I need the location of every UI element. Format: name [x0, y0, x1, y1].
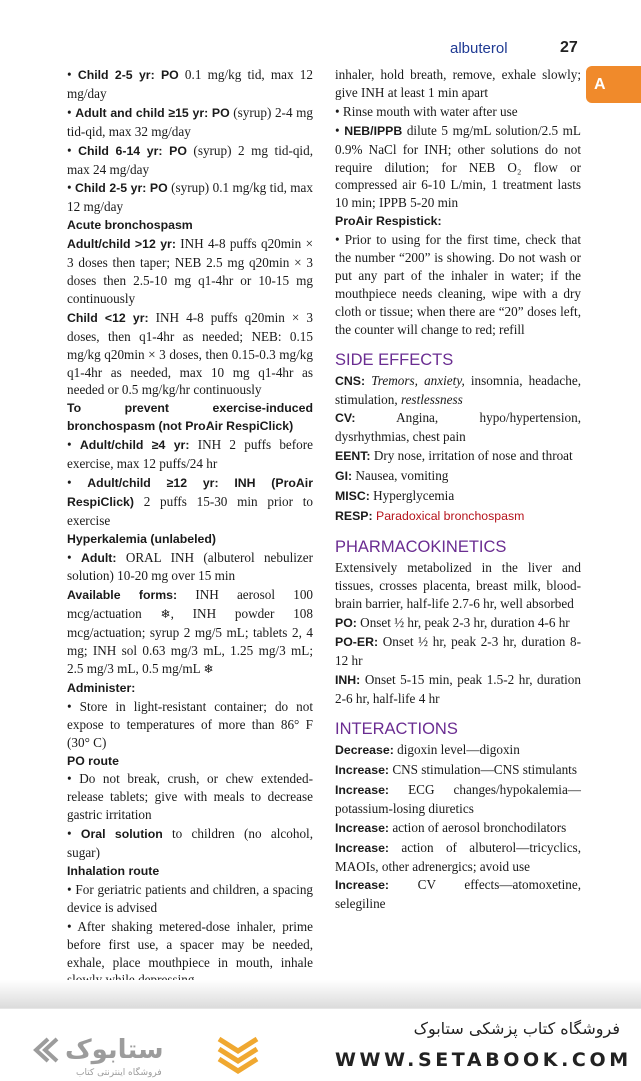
- page-number: 27: [560, 39, 578, 56]
- dose-item: Child <12 yr: INH 4-8 puffs q20min × 3 doses, then q1-4hr as needed; NEB: 0.15 mg/kg q20min × 3 doses, then 0.15-0.3 mg/kg q1-4hr as needed, max 10 mg q1-4hr as needed or 0.5 mg/kg/hr continuously: [67, 309, 313, 398]
- watermark-footer: [0, 1008, 641, 1081]
- section-side-effects: SIDE EFFECTS: [335, 350, 454, 369]
- brand-logotype: ستابوک: [65, 1035, 164, 1065]
- section-pharmacokinetics: PHARMACOKINETICS: [335, 537, 507, 556]
- admin-item: • Prior to using for the first time, check that the number “200” is showing. Do not wash or put any part of the inhaler in water; if the mouthpiece needs cleaning, wipe with a dry cloth or tissue; when there are “20” doses left, the counter will change to red; refill: [335, 232, 581, 337]
- interaction-item: Increase: ECG changes/hypokalemia—potassium-losing diuretics: [335, 781, 581, 816]
- interaction-item: Increase: CNS stimulation—CNS stimulants: [335, 762, 577, 777]
- pk-summary: Extensively metabolized in the liver and tissues, crosses placenta, breast milk, blood-brain barrier, half-life 2.7-6 hr, well absorbed: [335, 559, 581, 611]
- interaction-item: Decrease: digoxin level—digoxin: [335, 742, 520, 758]
- subheading-proair: ProAir Respistick:: [335, 214, 442, 229]
- dose-item: • Adult/child ≥4 yr: INH 2 puffs before exercise, max 12 puffs/24 hr: [67, 437, 314, 472]
- subheading-inhalation: Inhalation route: [67, 863, 160, 878]
- admin-item: • Do not break, crush, or chew extended-release tablets; give with meals to decrease gastric irritation: [67, 771, 313, 823]
- dose-item: • Child 6-14 yr: PO (syrup) 2 mg tid-qid, max 24 mg/day: [67, 142, 313, 177]
- admin-item: • Rinse mouth with water after use: [335, 103, 518, 119]
- subheading-acute: Acute bronchospasm: [67, 218, 193, 233]
- admin-item: • NEB/IPPB dilute 5 mg/mL solution/2.5 mL 0.9% NaCl for INH; other solutions do not require dilution; for NEB O₂ flow or compressed air 6-10 L/min, 1 treatment lasts 10 min; IPPB 5-20 min: [335, 122, 581, 211]
- subheading-po-route: PO route: [67, 753, 119, 768]
- admin-item: • Oral solution to children (no alcohol, sugar): [67, 826, 314, 861]
- brand-tagline: فروشگاه اینترنتی کتاب: [76, 1068, 162, 1078]
- interaction-item: Increase: CV effects—atomoxetine, selegiline: [335, 877, 581, 912]
- pk-po: PO: Onset ½ hr, peak 2-3 hr, duration 4-6 hr: [335, 614, 570, 630]
- dose-item: • Adult: ORAL INH (albuterol nebulizer solution) 10-20 mg over 15 min: [67, 549, 314, 584]
- subheading-administer: Administer:: [67, 680, 136, 695]
- side-effect-resp: RESP: Paradoxical bronchospasm: [335, 508, 525, 523]
- pk-po-er: PO-ER: Onset ½ hr, peak 2-3 hr, duration 8-12 hr: [335, 634, 581, 669]
- book-chevron-icon: [215, 1033, 261, 1077]
- dose-item: • Child 2-5 yr: PO 0.1 mg/kg tid, max 12 mg/day: [67, 67, 313, 101]
- subheading-prevent: To prevent exercise-induced bronchospasm (not ProAir RespiClick): [67, 401, 313, 434]
- admin-item: • Store in light-resistant container; do not expose to temperatures of more than 86° F (30° C): [67, 698, 313, 750]
- right-column: [335, 66, 581, 914]
- interaction-item: Increase: action of albuterol—tricyclics, MAOIs, other adrenergics; avoid use: [335, 839, 581, 874]
- side-effect-eent: EENT: Dry nose, irritation of nose and throat: [335, 448, 573, 464]
- admin-item-cont: inhaler, hold breath, remove, exhale slowly; give INH at least 1 min apart: [335, 67, 581, 100]
- side-effect-misc: MISC: Hyperglycemia: [335, 488, 455, 504]
- store-url[interactable]: WWW.SETABOOK.COM: [335, 1049, 632, 1071]
- dose-item: • Adult and child ≥15 yr: PO (syrup) 2-4 mg tid-qid, max 32 mg/day: [67, 104, 313, 139]
- side-effect-gi: GI: Nausea, vomiting: [335, 468, 449, 484]
- maple-leaf-icon: ❄: [203, 662, 214, 676]
- dose-item: • Child 2-5 yr: PO (syrup) 0.1 mg/kg tid, max 12 mg/day: [67, 180, 313, 215]
- pk-inh: INH: Onset 5-15 min, peak 1.5-2 hr, duration 2-6 hr, half-life 4 hr: [335, 672, 581, 707]
- side-effect-cns: CNS: Tremors, anxiety, insomnia, headache, stimulation, restlessness: [335, 372, 581, 407]
- section-interactions: INTERACTIONS: [335, 720, 458, 739]
- store-name: فروشگاه کتاب پزشکی ستابوک: [413, 1019, 620, 1038]
- drug-name-header: albuterol: [450, 40, 508, 57]
- side-effect-cv: CV: Angina, hypo/hypertension, dysrhythmias, chest pain: [335, 410, 581, 445]
- maple-leaf-icon: ❄: [160, 607, 171, 622]
- admin-item: • For geriatric patients and children, a spacing device is advised: [67, 881, 314, 915]
- page-edge-shadow: [0, 980, 641, 1010]
- available-forms: Available forms: INH aerosol 100 mcg/actuation ❄, INH powder 108 mcg/actuation; syrup 2 mg/5 mL; tablets 2, 4 mg; INH sol 0.63 mg/3 mL, 1.25 mg/3 mL; 2.5 mg/3 mL, 0.5 mg/mL ❄: [67, 587, 314, 676]
- setabook-logo: [30, 1021, 260, 1078]
- thumb-index-tab: A: [586, 66, 641, 103]
- left-column: [67, 66, 313, 990]
- admin-item: • After shaking metered-dose inhaler, prime before first use, a spacer may be needed, exhale, place mouthpiece in mouth, inhale: [67, 918, 313, 970]
- dose-item: Adult/child >12 yr: INH 4-8 puffs q20min × 3 doses then taper; NEB 2.5 mg q20min × 3 doses then 2.5-10 mg q1-4hr or 10-15 mg continuously: [67, 236, 314, 306]
- dose-item: • Adult/child ≥12 yr: INH (ProAir RespiClick) 2 puffs 15-30 min prior to exercise: [67, 474, 313, 528]
- interaction-item: Increase: action of aerosol bronchodilators: [335, 819, 567, 835]
- running-header: [440, 38, 580, 60]
- subheading-hyperkalemia: Hyperkalemia (unlabeled): [67, 531, 216, 546]
- double-chevron-icon: [30, 1035, 60, 1065]
